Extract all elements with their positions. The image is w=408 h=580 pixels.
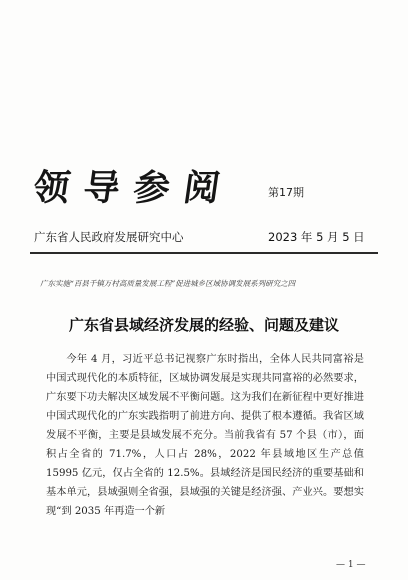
article-title: 广东省县域经济发展的经验、问题及建议 <box>68 316 339 334</box>
masthead-title: 领导参阅 <box>30 167 237 209</box>
body-paragraph: 今年 4 月，习近平总书记视察广东时指出，全体人民共同富裕是中国式现代化的本质特征，区域协调发展是实现共同富裕的必然要求，广东要下功夫解决区域发展不平衡问题。这为我们在新征程中更好推进中国式现代化的广东实践指明了前进方向、提供了根本遵循。我省区域发展不平衡，主要是县域发展不充分。当前我省有 57 个县（市），面积占全省的 71.7%，人口占 28%，2022 年县域地区生产总值 15995 亿元，仅占全省的 12.5%。县域经济是国民经济的重要基础和基本单元，县域强则全省强，县域强的关键是经济强、产业兴。要想实现“到 2035 年再造一个新 <box>46 354 364 517</box>
article-body <box>46 350 364 521</box>
issue-number: 第17期 <box>268 186 304 199</box>
publication-date: 2023 年 5 月 5 日 <box>268 230 365 244</box>
header-divider <box>30 252 378 254</box>
page-number: — 1 — <box>336 560 366 570</box>
series-subtitle: 广东实施“百县千镇万村高质量发展工程”促进城乡区域协调发展系列研究之四 <box>40 279 296 288</box>
publisher-organization: 广东省人民政府发展研究中心 <box>34 230 184 244</box>
